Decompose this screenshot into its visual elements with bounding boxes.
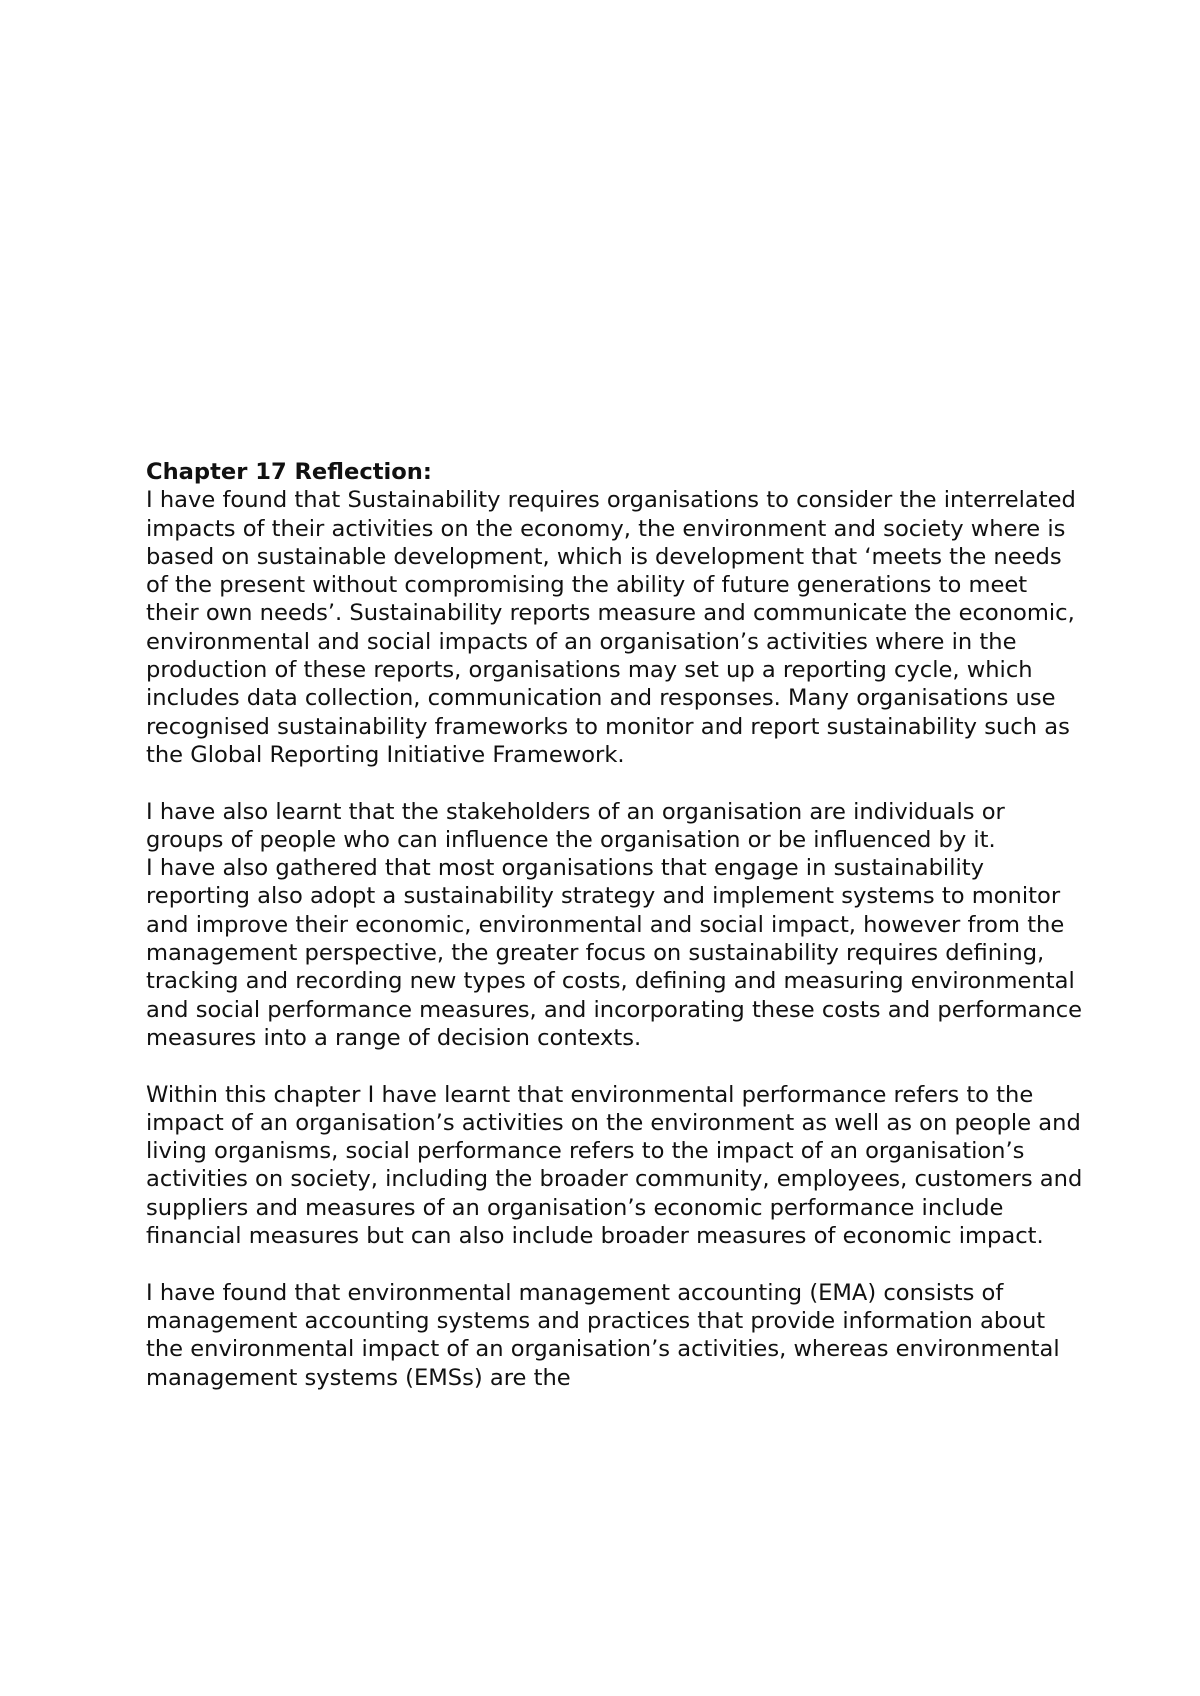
paragraph-ema: I have found that environmental management accounting (EMA) consists of management accounting systems and practices that provide information about the environmental impact of an organisation’s activities, whereas environmental management systems (EMSs) are the bbox=[146, 1279, 1060, 1391]
paragraph-spacer bbox=[146, 1052, 1086, 1080]
paragraph-spacer bbox=[146, 1250, 1086, 1278]
chapter-heading: Chapter 17 Reflection: bbox=[146, 459, 432, 485]
document-body bbox=[146, 458, 1086, 1392]
paragraph-spacer bbox=[146, 769, 1086, 797]
paragraph-performance: Within this chapter I have learnt that environmental performance refers to the impact of an organisation’s activities on the environment as well as on people and living organisms, social performance refers to the impact of an organisation’s activities on society, including the broader community, employees, customers and suppliers and measures of an organisation’s economic performance include financial measures but can also include broader measures of economic impact. bbox=[146, 1081, 1083, 1250]
paragraph-sustainability: I have found that Sustainability requires organisations to consider the interrelated impacts of their activities on the economy, the environment and society where is based on sustainable development, which is development that ‘meets the needs of the present without compromising the ability of future generations to meet their own needs’. Sustainability reports measure and communicate the economic, environmental and social impacts of an organisation’s activities where in the production of these reports, organisations may set up a reporting cycle, which includes data collection, communication and responses. Many organisations use recognised sustainability frameworks to monitor and report sustainability such as the Global Reporting Initiative Framework. bbox=[146, 487, 1076, 768]
paragraph-stakeholders: I have also learnt that the stakeholders of an organisation are individuals or groups of people who can influence the organisation or be influenced by it. bbox=[146, 798, 1005, 853]
paragraph-strategy: I have also gathered that most organisations that engage in sustainability reporting also adopt a sustainability strategy and implement systems to monitor and improve their economic, environmental and social impact, however from the management perspective, the greater focus on sustainability requires defining, tracking and recording new types of costs, defining and measuring environmental and social performance measures, and incorporating these costs and performance measures into a range of decision contexts. bbox=[146, 855, 1083, 1051]
